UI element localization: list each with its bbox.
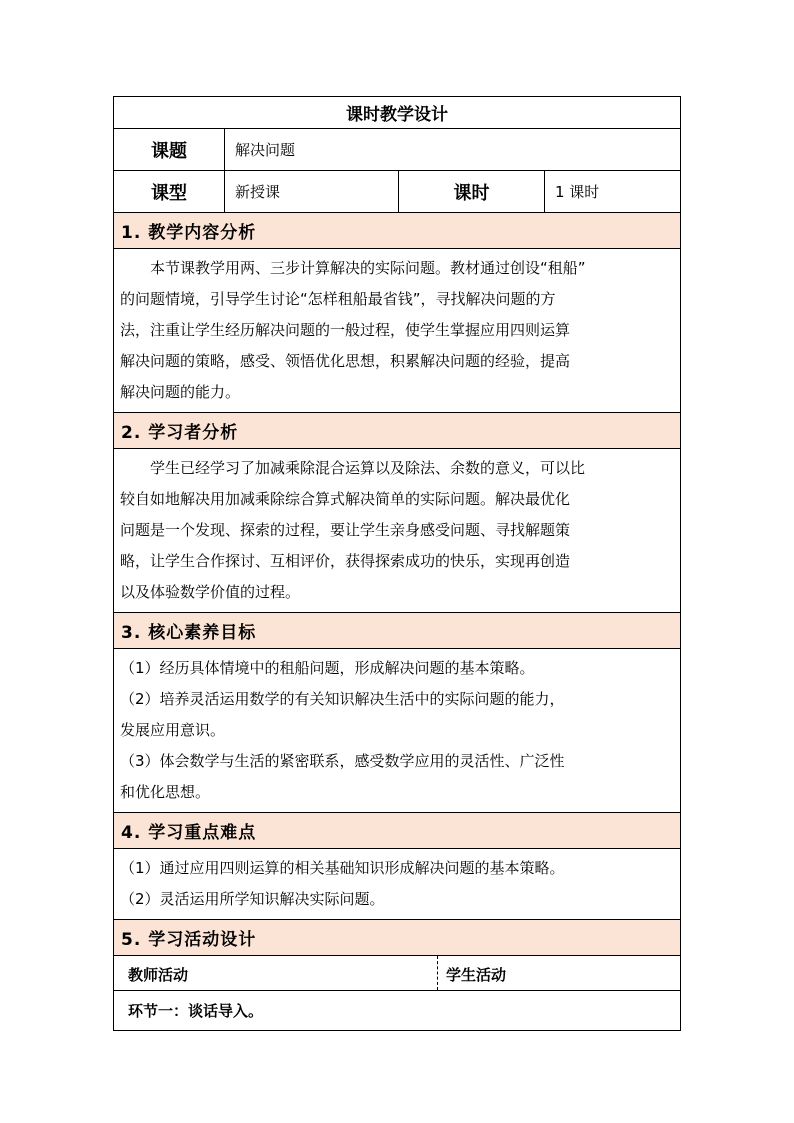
- section-heading: 1. 教学内容分析: [113, 213, 681, 249]
- stage-one-row: [113, 991, 681, 1031]
- content-analysis-text: [113, 249, 681, 413]
- text-line: 本节课教学用两、三步计算解决的实际问题。教材通过创设“租船”: [150, 259, 586, 277]
- text-line: 学生已经学习了加减乘除混合运算以及除法、余数的意义，可以比: [150, 459, 586, 477]
- teacher-activity-header: 教师活动: [114, 956, 438, 990]
- text-line: 略，让学生合作探讨、互相评价，获得探索成功的快乐，实现再创造: [120, 552, 571, 570]
- text-line: 问题是一个发现、探索的过程，要让学生亲身感受问题、寻找解题策: [120, 521, 571, 539]
- goal-item-continued: 和优化思想。: [120, 783, 211, 801]
- type-label: 课型: [151, 182, 187, 204]
- hours-value: 1 课时: [544, 171, 680, 212]
- section-heading: 2. 学习者分析: [113, 413, 681, 449]
- text-line: 解决问题的策略，感受、领悟优化思想，积累解决问题的经验，提高: [120, 352, 571, 370]
- section-heading: 5. 学习活动设计: [113, 920, 681, 956]
- topic-label: 课题: [151, 140, 187, 162]
- topic-value: 解决问题: [224, 129, 680, 170]
- type-value: 新授课: [224, 171, 398, 212]
- key-points-list: [113, 849, 681, 920]
- text-line: 法，注重让学生经历解决问题的一般过程，使学生掌握应用四则运算: [120, 321, 571, 339]
- text-line: 解决问题的能力。: [120, 383, 241, 401]
- text-line: 较自如地解决用加减乘除综合算式解决简单的实际问题。解决最优化: [120, 490, 571, 508]
- section-heading: 3. 核心素养目标: [113, 613, 681, 649]
- goal-item: （2）培养灵活运用数学的有关知识解决生活中的实际问题的能力，: [120, 690, 565, 708]
- goal-item-continued: 发展应用意识。: [120, 721, 226, 739]
- text-line: 以及体验数学价值的过程。: [120, 583, 301, 601]
- activity-header-row: [113, 956, 681, 991]
- goal-item: （1）经历具体情境中的租船问题，形成解决问题的基本策略。: [120, 659, 535, 677]
- core-goals-list: [113, 649, 681, 813]
- text-line: 的问题情境，引导学生讨论“怎样租船最省钱”，寻找解决问题的方: [120, 290, 556, 308]
- document-title: 课时教学设计: [113, 96, 681, 129]
- stage-one-label: 环节一：谈话导入。: [128, 1002, 264, 1020]
- hours-label: 课时: [398, 171, 544, 212]
- topic-row: [113, 129, 681, 171]
- student-activity-header: 学生活动: [446, 966, 507, 984]
- key-point-item: （1）通过应用四则运算的相关基础知识形成解决问题的基本策略。: [120, 859, 565, 877]
- section-heading: 4. 学习重点难点: [113, 813, 681, 849]
- key-point-item: （2）灵活运用所学知识解决实际问题。: [120, 890, 385, 908]
- goal-item: （3）体会数学与生活的紧密联系，感受数学应用的灵活性、广泛性: [120, 752, 565, 770]
- lesson-plan-table: [113, 96, 681, 1031]
- type-row: [113, 171, 681, 213]
- learner-analysis-text: [113, 449, 681, 613]
